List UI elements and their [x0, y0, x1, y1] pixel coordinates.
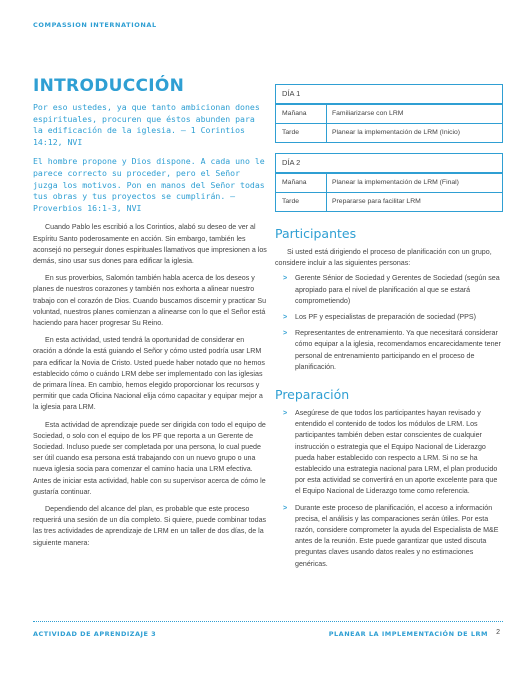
list-item: > Durante este proceso de planificación, el acceso a información precisa, el análisis y las comparaciones serán útiles. Por esta razón, considere comprometer la ayuda del Especialista de M&E antes de la reunión. Este puede garantizar que usted discuta preguntas claves usando datos reales y no estimaciones genéricas. — [287, 503, 503, 570]
body-paragraph: En esta actividad, usted tendrá la oportunidad de considerar en oración a dónde la está guiando el Señor y cómo usted podría usar LRM para edificar la Novia de Cristo. Usted puede haber notado que no hemos establecido cómo o cuándo LRM debe ser implementado con las iglesias de primara línea. En cambio, hemos elegido proporcionar los recursos y permitir que cada Oficina Nacional elija cómo capacitar y equipar mejor a la iglesia para LRM. — [33, 336, 265, 412]
schedule-row — [276, 192, 502, 211]
schedule-row — [276, 173, 502, 192]
participantes-list — [275, 273, 503, 373]
preparacion-list — [275, 408, 503, 570]
list-item: > Gerente Sénior de Sociedad y Gerentes de Sociedad (según sea apropiado para el nivel de planificación al que se estará comprometiendo) — [287, 273, 503, 307]
day-heading: DÍA 2 — [276, 154, 502, 173]
schedule-task: Prepararse para facilitar LRM — [332, 198, 421, 205]
schedule-task: Familiarizarse con LRM — [332, 110, 404, 117]
scripture-verse-proverbs: El hombre propone y Dios dispone. A cada uno le parece correcto su proceder, pero el Señor juzga los motivos. Pon en manos del Señor todas tus obras y tus proyectos se cumplirán. — Proverbios 16:1-3, NVI — [33, 156, 265, 213]
schedule-time: Mañana — [276, 105, 327, 123]
list-item: > Asegúrese de que todos los participantes hayan revisado y entendido el contenido de todos los módulos de LRM. Los participantes también deben estar conscientes de cualquier instrucción o estrategia que el Equipo Nacional de Liderazgo pueda haber establecido con respecto a LRM. Si no se ha establecido una estrategia nacional para LRM, el plan producido por esta actividad se convertirá en un aporte excelente para que el Equipo Nacional de Liderazgo tome como referencia. — [287, 408, 503, 498]
schedule-task: Planear la implementación de LRM (Inicio) — [332, 129, 461, 136]
list-item: > Representantes de entrenamiento. Ya que necesitará considerar cómo equipar a la iglesia, recomendamos encarecidamente tener personal de entrenamiento participando en el proceso de planificación. — [287, 328, 503, 373]
schedule-time: Tarde — [276, 193, 327, 211]
schedule-table-day-2 — [275, 153, 503, 212]
schedule-time: Mañana — [276, 174, 327, 192]
schedule-task: Planear la implementación de LRM (Final) — [332, 179, 459, 186]
footer-activity-label: ACTIVIDAD DE APRENDIZAJE 3 — [33, 630, 157, 638]
body-paragraph: Dependiendo del alcance del plan, es probable que este proceso requerirá una sesión de un día completo. Si quiere, puede combinar todas las tres actividades de aprendizaje de LRM en un taller de dos días, de la siguiente manera: — [33, 505, 267, 547]
list-item: > Los PF y especialistas de preparación de sociedad (PPS) — [287, 312, 503, 323]
scripture-verse-corinthians: Por eso ustedes, ya que tanto ambicionan dones espirituales, procuren que éstos abunden para la edificación de la iglesia. — 1 Corintios 14:12, NVI — [33, 102, 260, 147]
preparacion-heading: Preparación — [275, 387, 350, 403]
body-paragraph: Cuando Pablo les escribió a los Corintios, alabó su deseo de ver al Espíritu Santo poderosamente en acción. Sin embargo, también les aconsejó no perseguir dones espirituales llamativos que impresionen a los demás, sino usar sus dones para edificar la iglesia. — [33, 223, 267, 265]
footer-section-label: PLANEAR LA IMPLEMENTACIÓN DE LRM — [328, 630, 488, 638]
page-title: INTRODUCCIÓN — [33, 76, 185, 96]
day-heading: DÍA 1 — [276, 85, 502, 104]
schedule-time: Tarde — [276, 124, 327, 142]
participantes-intro: Si usted está dirigiendo el proceso de planificación con un grupo, considere incluir a las siguientes personas: — [275, 248, 492, 268]
introduction-column — [33, 76, 269, 555]
schedule-row — [276, 104, 502, 123]
participantes-heading: Participantes — [275, 226, 357, 241]
schedule-table-day-1 — [275, 84, 503, 143]
body-paragraph: Esta actividad de aprendizaje puede ser dirigida con todo el equipo de Sociedad, o solo con el equipo de los PF que reporta a un Gerente de Sociedad. Incluso puede ser completada por una persona, lo cual puede ser útil cuando esa persona está trabajando con un nuevo grupo o una nueva iglesia socia para comenzar el camino hacia una LRM efectiva. Antes de iniciar esta actividad, hable con su supervisor acerca de cómo le gustaría continuar. — [33, 420, 266, 496]
page-number: 2 — [496, 629, 500, 636]
body-paragraph: En sus proverbios, Salomón también habla acerca de los deseos y planes de nuestros corazones y también nos exhorta a alinear nuestro trabajo con el corazón de Dios. Cuando buscamos discernir y practicar Su voluntad, nuestros planes comienzan a alinearse con lo que el Señor está haciendo para hacer progresar Su Reino. — [33, 274, 267, 327]
organization-header: COMPASSION INTERNATIONAL — [33, 21, 157, 29]
right-column — [275, 84, 503, 575]
footer-divider — [33, 621, 503, 622]
schedule-row — [276, 123, 502, 142]
